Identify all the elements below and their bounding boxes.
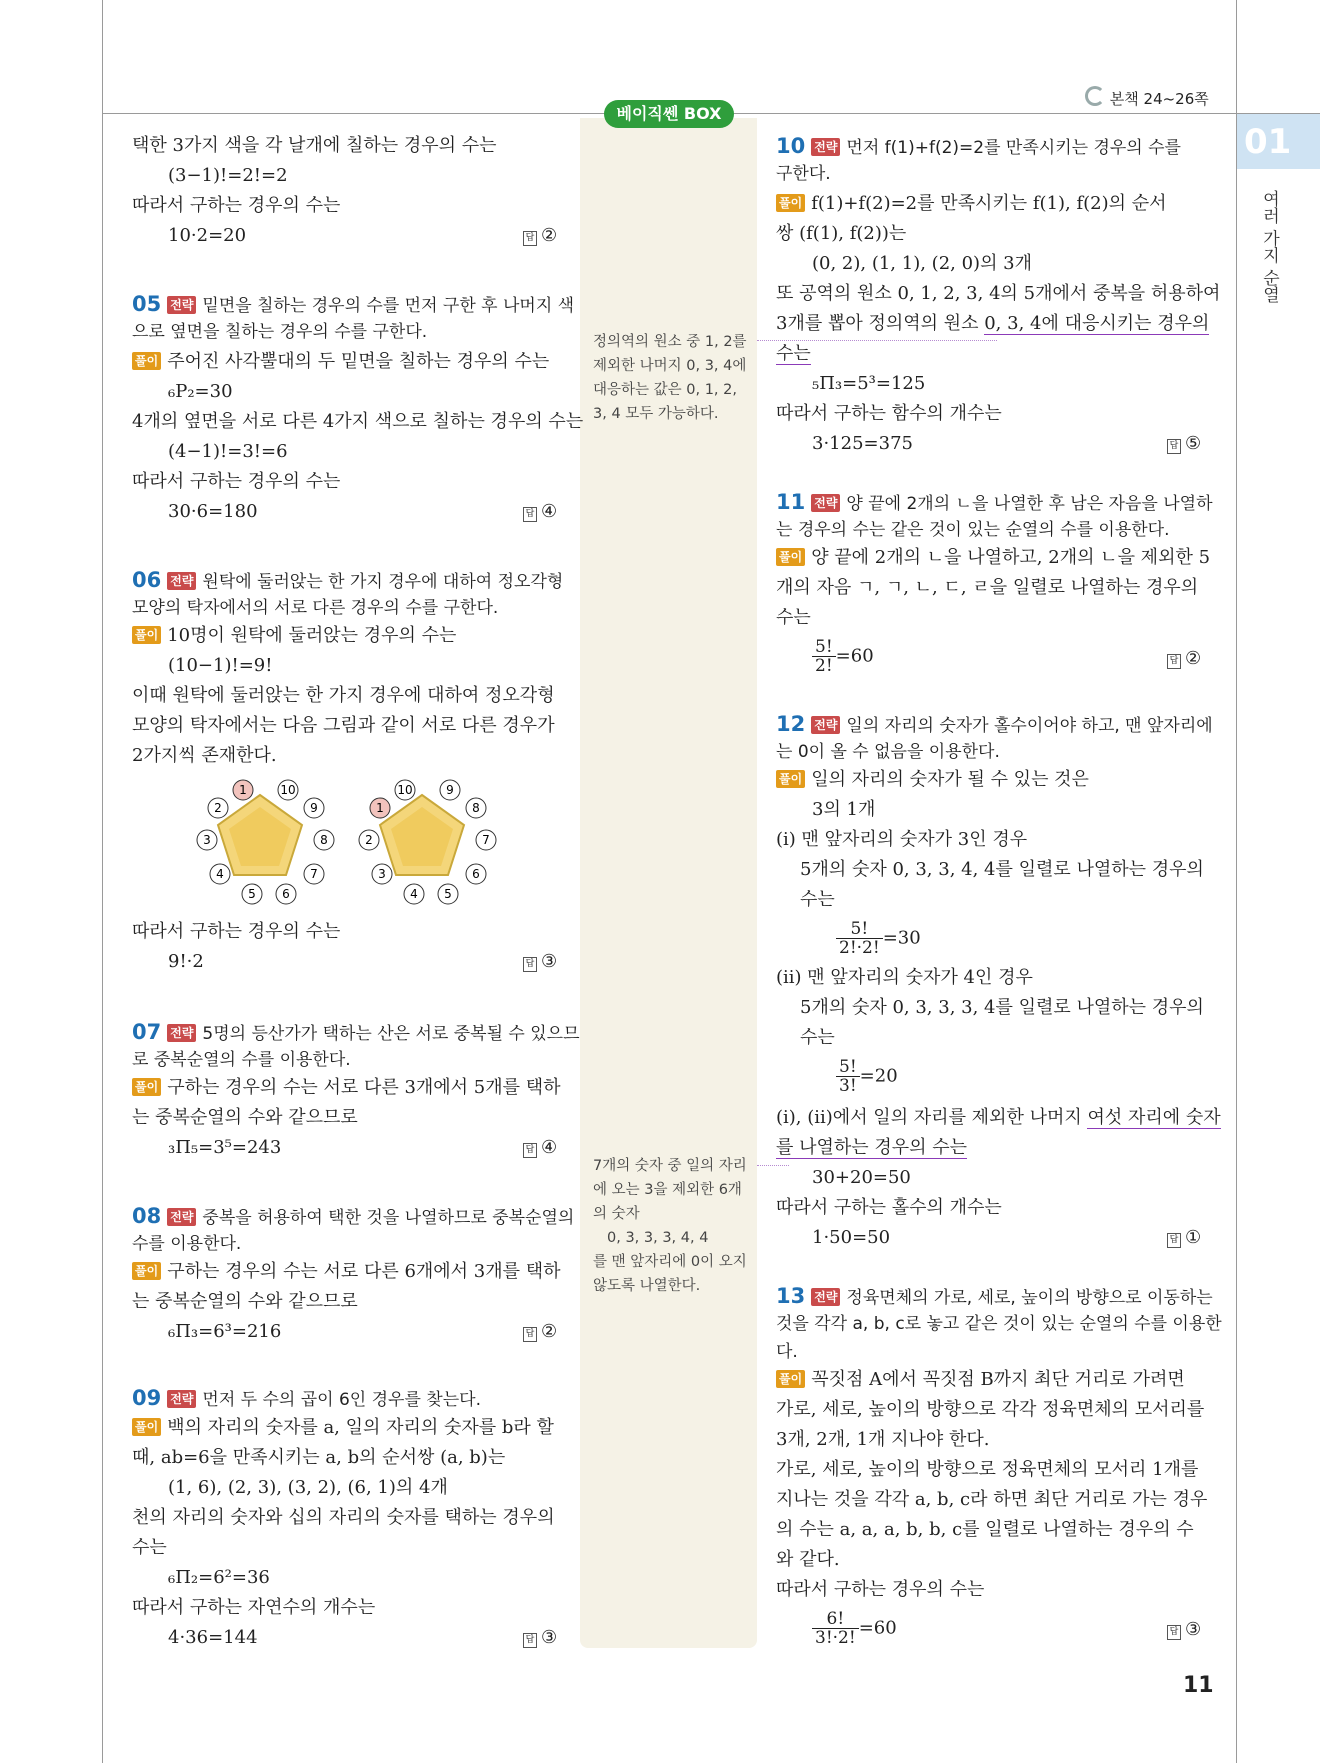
problem-08-solution: 풀이 구하는 경우의 수는 서로 다른 6개에서 3개를 택하: [132, 1258, 561, 1286]
seat-label: 8: [472, 801, 480, 815]
problem-10-solution: 풀이 f(1)+f(2)=2를 만족시키는 f(1), f(2)의 순서: [776, 190, 1167, 218]
answer-05: 답 ④: [523, 498, 557, 526]
text-line: 5개의 숫자 0, 3, 3, 4, 4를 일렬로 나열하는 경우의: [800, 859, 1204, 880]
answer-06: 답 ③: [523, 948, 557, 976]
side-note-2: 7개의 숫자 중 일의 자리 에 오는 3을 제외한 6개 의 숫자 0, 3, 3, 3, 4, 4 를 맨 앞자리에 0이 오지 않도록 나열한다.: [593, 1158, 747, 1294]
seat-label: 8: [320, 833, 328, 847]
formula: 9!·2: [168, 951, 204, 972]
seat-label: 10: [397, 783, 413, 797]
text-line: 개의 자음 ㄱ, ㄱ, ㄴ, ㄷ, ㄹ을 일렬로 나열하는 경우의: [776, 577, 1199, 598]
fraction-formula: $\frac{5!}{2!}$ =60: [812, 638, 874, 675]
text-line: 수는: [800, 1027, 835, 1048]
text-line: 택한 3가지 색을 각 날개에 칠하는 경우의 수는: [132, 135, 497, 156]
text-line: 모양의 탁자에서는 다음 그림과 같이 서로 다른 경우가: [132, 715, 555, 736]
formula: ₆P₂=30: [168, 381, 233, 402]
seat-label: 9: [310, 801, 318, 815]
problem-12-solution: 풀이 일의 자리의 숫자가 될 수 있는 것은: [776, 766, 1089, 794]
text-line: 는 중복순열의 수와 같으므로: [132, 1291, 358, 1312]
seat-label: 6: [472, 867, 480, 881]
fraction-formula: $\frac{5!}{3!}$ =20: [836, 1058, 898, 1095]
text-line: (i) 맨 앞자리의 숫자가 3인 경우: [776, 829, 1028, 850]
text-line: 지나는 것을 각각 a, b, c라 하면 최단 거리로 가는 경우: [776, 1489, 1208, 1510]
book-icon: [1085, 86, 1105, 106]
seat-label: 1: [239, 783, 247, 797]
left-margin-line: [102, 0, 103, 1763]
pentagon-figure: [190, 775, 510, 915]
answer-12: 답 ①: [1167, 1224, 1201, 1252]
formula: ₆Π₂=6²=36: [168, 1567, 270, 1588]
formula: (3−1)!=2!=2: [168, 165, 288, 186]
problem-05-strategy: 05 전략 밑면을 칠하는 경우의 수를 먼저 구한 후 나머지 색: [132, 292, 575, 316]
side-note-1: 정의역의 원소 중 1, 2를 제외한 나머지 0, 3, 4에 대응하는 값은 0, 1, 2, 3, 4 모두 가능하다.: [593, 334, 747, 422]
seat-label: 4: [216, 867, 224, 881]
problem-07-strategy: 07 전략 5명의 등산가가 택하는 산은 서로 중복될 수 있으므: [132, 1020, 580, 1044]
text-line: 가로, 세로, 높이의 방향으로 각각 정육면체의 모서리를: [776, 1399, 1205, 1420]
page-ref-text: 본책 24~26쪽: [1109, 90, 1209, 108]
text-line: 구한다.: [776, 164, 831, 184]
seat-label: 6: [282, 887, 290, 901]
problem-10-strategy: 10 전략 먼저 f(1)+f(2)=2를 만족시키는 경우의 수를: [776, 134, 1181, 158]
formula: 10·2=20: [168, 225, 247, 246]
text-line: 는 중복순열의 수와 같으므로: [132, 1107, 358, 1128]
chapter-number: 01: [1244, 122, 1292, 162]
text-line: 와 같다.: [776, 1549, 840, 1570]
text-line: (ii) 맨 앞자리의 숫자가 4인 경우: [776, 967, 1033, 988]
seat-label: 7: [482, 833, 490, 847]
text-line: 수는: [800, 889, 835, 910]
answer-08: 답 ②: [523, 1318, 557, 1346]
seat-label: 1: [376, 801, 384, 815]
text-line: 를 나열하는 경우의 수는: [776, 1137, 968, 1158]
text-line: 것을 각각 a, b, c로 놓고 같은 것이 있는 순열의 수를 이용한: [776, 1314, 1222, 1334]
text-line: 는 경우의 수는 같은 것이 있는 순열의 수를 이용한다.: [776, 520, 1170, 540]
answer-icon: 답: [523, 231, 537, 246]
seat-label: 7: [310, 867, 318, 881]
note-connector: [757, 1165, 789, 1166]
pentagon-left: [218, 795, 302, 875]
text-line: 2가지씩 존재한다.: [132, 745, 277, 766]
seat-label: 5: [248, 887, 256, 901]
text-line: 3의 1개: [812, 799, 876, 820]
text-line: 다.: [776, 1342, 798, 1362]
problem-13-solution: 풀이 꼭짓점 A에서 꼭짓점 B까지 최단 거리로 가려면: [776, 1366, 1185, 1394]
problem-07-solution: 풀이 구하는 경우의 수는 서로 다른 3개에서 5개를 택하: [132, 1074, 561, 1102]
text-line: 3개를 뽑아 정의역의 원소 0, 3, 4에 대응시키는 경우의: [776, 313, 1210, 334]
text-line: 의 수는 a, a, a, b, b, c를 일렬로 나열하는 경우의 수: [776, 1519, 1194, 1540]
pentagon-right: [380, 795, 464, 875]
seat-label: 2: [214, 801, 222, 815]
problem-12-strategy: 12 전략 일의 자리의 숫자가 홀수이어야 하고, 맨 앞자리에: [776, 712, 1213, 736]
problem-11-solution: 풀이 양 끝에 2개의 ㄴ을 나열하고, 2개의 ㄴ을 제외한 5: [776, 544, 1210, 572]
text-line: 3개, 2개, 1개 지나야 한다.: [776, 1429, 990, 1450]
answer-13: 답 ③: [1167, 1616, 1201, 1644]
seat-label: 2: [365, 833, 373, 847]
text-line: 따라서 구하는 자연수의 개수는: [132, 1597, 376, 1618]
text-line: (i), (ii)에서 일의 자리를 제외한 나머지 여섯 자리에 숫자: [776, 1107, 1221, 1128]
problem-09-solution: 풀이 백의 자리의 숫자를 a, 일의 자리의 숫자를 b라 할: [132, 1414, 554, 1442]
text-line: 가로, 세로, 높이의 방향으로 정육면체의 모서리 1개를: [776, 1459, 1199, 1480]
text-line: 수는: [776, 607, 811, 628]
answer-10: 답 ⑤: [1167, 430, 1201, 458]
text-line: 쌍 (f(1), f(2))는: [776, 223, 907, 244]
formula: (1, 6), (2, 3), (3, 2), (6, 1)의 4개: [168, 1477, 448, 1498]
answer-07: 답 ④: [523, 1134, 557, 1162]
text-line: 수는: [776, 343, 811, 364]
text-line: 천의 자리의 숫자와 십의 자리의 숫자를 택하는 경우의: [132, 1507, 555, 1528]
answer-09: 답 ③: [523, 1624, 557, 1652]
seat-label: 4: [410, 887, 418, 901]
text-line: 또 공역의 원소 0, 1, 2, 3, 4의 5개에서 중복을 허용하여: [776, 283, 1221, 304]
text-line: 따라서 구하는 경우의 수는: [132, 195, 341, 216]
problem-13-strategy: 13 전략 정육면체의 가로, 세로, 높이의 방향으로 이동하는: [776, 1284, 1213, 1308]
problem-11-strategy: 11 전략 양 끝에 2개의 ㄴ을 나열한 후 남은 자음을 나열하: [776, 490, 1213, 514]
formula: 30+20=50: [812, 1167, 911, 1188]
problem-08-strategy: 08 전략 중복을 허용하여 택한 것을 나열하므로 중복순열의: [132, 1204, 575, 1228]
formula: 4·36=144: [168, 1627, 258, 1648]
right-margin-line: [1236, 0, 1237, 1763]
text-line: 따라서 구하는 경우의 수는: [776, 1579, 985, 1600]
seat-label: 10: [280, 783, 296, 797]
problem-09-strategy: 09 전략 먼저 두 수의 곱이 6인 경우를 찾는다.: [132, 1386, 481, 1410]
formula: 3·125=375: [812, 433, 913, 454]
problem-06-strategy: 06 전략 원탁에 둘러앉는 한 가지 경우에 대하여 정오각형: [132, 568, 564, 592]
seat-label: 3: [378, 867, 386, 881]
text-line: 는 0이 올 수 없음을 이용한다.: [776, 742, 1000, 762]
seat-label: 5: [444, 887, 452, 901]
formula: 30·6=180: [168, 501, 258, 522]
text-line: 따라서 구하는 홀수의 개수는: [776, 1197, 1002, 1218]
page-number: 11: [1183, 1673, 1214, 1698]
text-line: 따라서 구하는 함수의 개수는: [776, 403, 1002, 424]
formula: (0, 2), (1, 1), (2, 0)의 3개: [812, 253, 1033, 274]
chapter-title: 여러 가지 순열: [1259, 190, 1279, 303]
formula: ₃Π₅=3⁵=243: [168, 1137, 282, 1158]
text-line: 4개의 옆면을 서로 다른 4가지 색으로 칠하는 경우의 수는: [132, 411, 584, 432]
formula: 1·50=50: [812, 1227, 891, 1248]
answer-11: 답 ②: [1167, 645, 1201, 673]
text-line: 로 중복순열의 수를 이용한다.: [132, 1050, 351, 1070]
fraction-formula: $\frac{5!}{2!\cdot 2!}$ =30: [836, 920, 921, 957]
page-ref: [1085, 86, 1209, 109]
text-line: 따라서 구하는 경우의 수는: [132, 471, 341, 492]
seat-label: 9: [446, 783, 454, 797]
text-line: 으로 옆면을 칠하는 경우의 수를 구한다.: [132, 322, 428, 342]
text-line: 5개의 숫자 0, 3, 3, 3, 4를 일렬로 나열하는 경우의: [800, 997, 1204, 1018]
seat-label: 3: [203, 833, 211, 847]
text-line: 따라서 구하는 경우의 수는: [132, 921, 341, 942]
problem-05-solution: 풀이 주어진 사각뿔대의 두 밑면을 칠하는 경우의 수는: [132, 348, 549, 376]
problem-06-solution: 풀이 10명이 원탁에 둘러앉는 경우의 수는: [132, 622, 456, 650]
formula: (4−1)!=3!=6: [168, 441, 288, 462]
formula: (10−1)!=9!: [168, 655, 273, 676]
answer-04: 답 ②: [523, 222, 557, 250]
text-line: 모양의 탁자에서의 서로 다른 경우의 수를 구한다.: [132, 598, 499, 618]
basic-box-label: 베이직쎈 BOX: [604, 100, 734, 128]
formula: ₆Π₃=6³=216: [168, 1321, 282, 1342]
formula: ₅Π₃=5³=125: [812, 373, 926, 394]
text-line: 수는: [132, 1537, 167, 1558]
text-line: 이때 원탁에 둘러앉는 한 가지 경우에 대하여 정오각형: [132, 685, 555, 706]
text-line: 때, ab=6을 만족시키는 a, b의 순서쌍 (a, b)는: [132, 1447, 506, 1468]
fraction-formula: $\frac{6!}{3!\cdot 2!}$ =60: [812, 1610, 897, 1647]
text-line: 수를 이용한다.: [132, 1234, 242, 1254]
